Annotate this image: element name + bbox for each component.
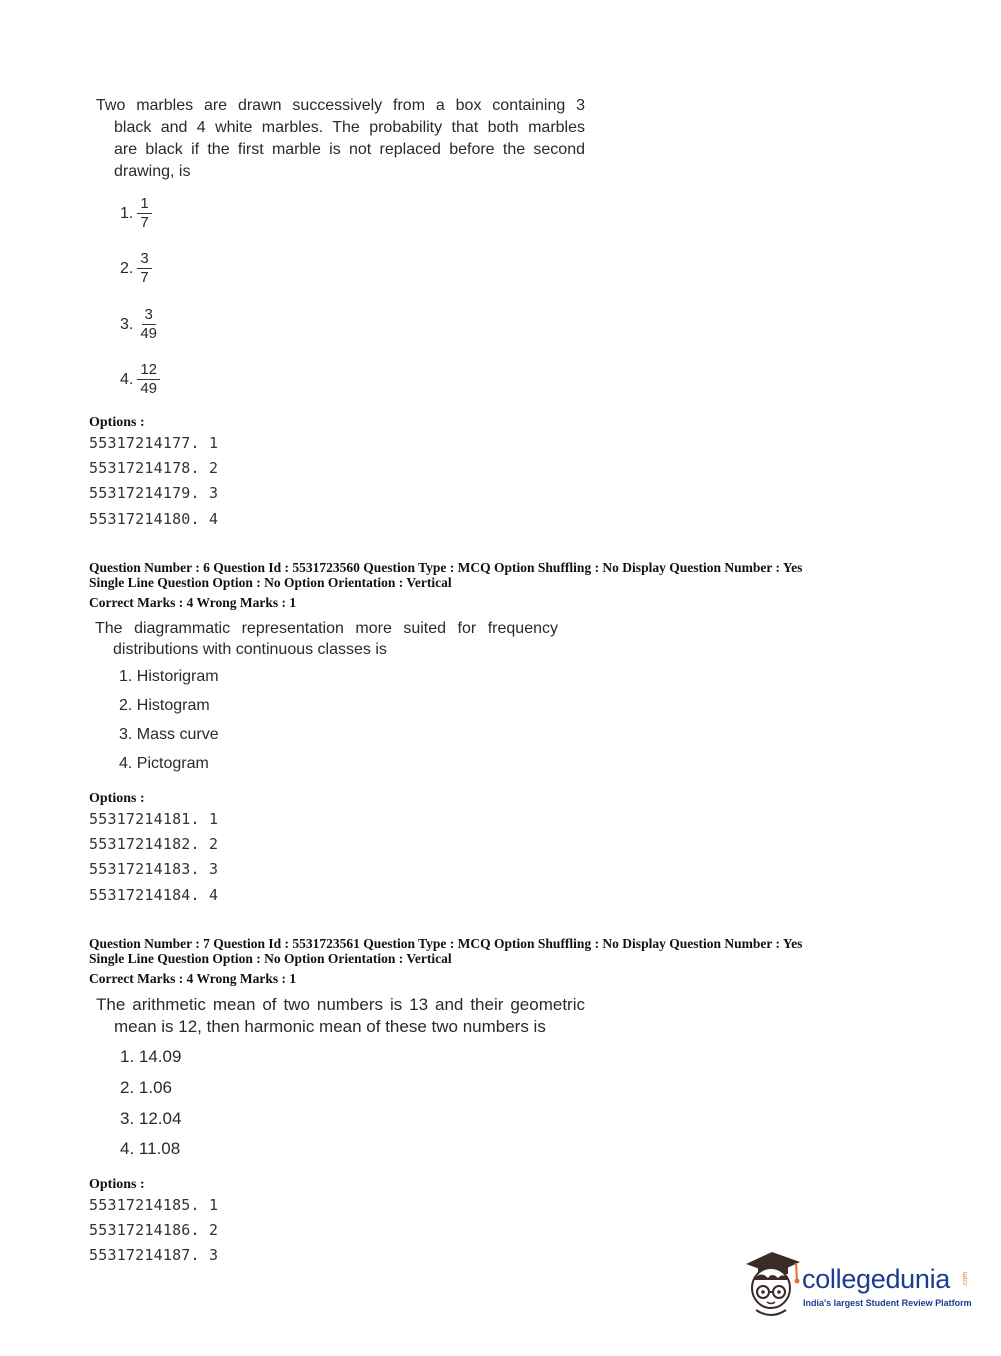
q6-meta-line-1: Question Number : 6 Question Id : 5531723560 Question Type : MCQ Option Shuffling : No Display Question Number : Yes xyxy=(89,560,803,575)
logo-tagline: India's largest Student Review Platform xyxy=(803,1298,972,1308)
q6-line-1: The diagrammatic representation more suited for frequency xyxy=(95,620,558,637)
q5-option-id-1: 55317214177. 1 xyxy=(89,434,219,452)
q5-option-3: 3. $\frac{3}{49}$ xyxy=(120,306,160,343)
q7-line-1: The arithmetic mean of two numbers is 13 and their geometric xyxy=(96,995,585,1014)
q7-option-id-1: 55317214185. 1 xyxy=(89,1196,219,1214)
q6-option-id-4: 55317214184. 4 xyxy=(89,886,219,904)
q6-options-heading: Options : xyxy=(89,791,145,806)
q5-line-3: are black if the first marble is not replaced before the second xyxy=(114,141,585,158)
logo-com: .com xyxy=(962,1271,970,1288)
q6-option-id-3: 55317214183. 3 xyxy=(89,860,219,878)
q6-marks: Correct Marks : 4 Wrong Marks : 1 xyxy=(89,595,297,610)
fraction: $\frac{1}{7}$ xyxy=(137,195,151,232)
q5-option-id-2: 55317214178. 2 xyxy=(89,459,219,477)
q5-option-1: 1. $\frac{1}{7}$ xyxy=(120,195,152,232)
q7-options-heading: Options : xyxy=(89,1177,145,1192)
q6-option-3: 3. Mass curve xyxy=(119,726,219,743)
q6-option-2: 2. Histogram xyxy=(119,697,210,714)
fraction: $\frac{12}{49}$ xyxy=(137,361,160,398)
q5-line-4: drawing, is xyxy=(114,163,191,180)
q7-option-4: 4. 11.08 xyxy=(120,1139,181,1158)
logo-brand-name: collegedunia xyxy=(802,1264,951,1294)
q7-meta-line-2: Single Line Question Option : No Option Orientation : Vertical xyxy=(89,951,452,966)
q7-line-2: mean is 12, then harmonic mean of these two numbers is xyxy=(114,1017,546,1036)
collegedunia-logo[interactable] xyxy=(742,1250,972,1320)
q5-option-2: 2. $\frac{3}{7}$ xyxy=(120,250,152,287)
q6-option-id-1: 55317214181. 1 xyxy=(89,810,219,828)
student-mascot-icon xyxy=(742,1250,802,1318)
q7-option-3: 3. 12.04 xyxy=(120,1109,182,1128)
q7-text xyxy=(96,994,585,1038)
q7-marks: Correct Marks : 4 Wrong Marks : 1 xyxy=(89,971,297,986)
q6-meta-line-2: Single Line Question Option : No Option Orientation : Vertical xyxy=(89,575,452,590)
q6-line-2: distributions with continuous classes is xyxy=(113,641,387,658)
fraction: $\frac{3}{49}$ xyxy=(140,306,158,342)
q6-text xyxy=(95,618,558,660)
q6-option-id-2: 55317214182. 2 xyxy=(89,835,219,853)
q7-option-1: 1. 14.09 xyxy=(120,1047,182,1066)
fraction: $\frac{3}{7}$ xyxy=(137,250,151,287)
q7-option-id-2: 55317214186. 2 xyxy=(89,1221,219,1239)
q5-option-4: 4. $\frac{12}{49}$ xyxy=(120,361,160,398)
q5-line-2: black and 4 white marbles. The probability that both marbles xyxy=(114,119,585,136)
q7-option-id-3: 55317214187. 3 xyxy=(89,1246,219,1264)
q6-option-4: 4. Pictogram xyxy=(119,755,209,772)
q7-meta-line-1: Question Number : 7 Question Id : 5531723561 Question Type : MCQ Option Shuffling : No Display Question Number : Yes xyxy=(89,936,803,951)
q5-option-id-3: 55317214179. 3 xyxy=(89,484,219,502)
q5-options-heading: Options : xyxy=(89,415,145,430)
q6-option-1: 1. Historigram xyxy=(119,668,219,685)
q5-option-id-4: 55317214180. 4 xyxy=(89,510,219,528)
q7-option-2: 2. 1.06 xyxy=(120,1078,172,1097)
q5-line-1: Two marbles are drawn successively from a box containing 3 xyxy=(96,97,585,114)
q5-text xyxy=(96,95,585,183)
